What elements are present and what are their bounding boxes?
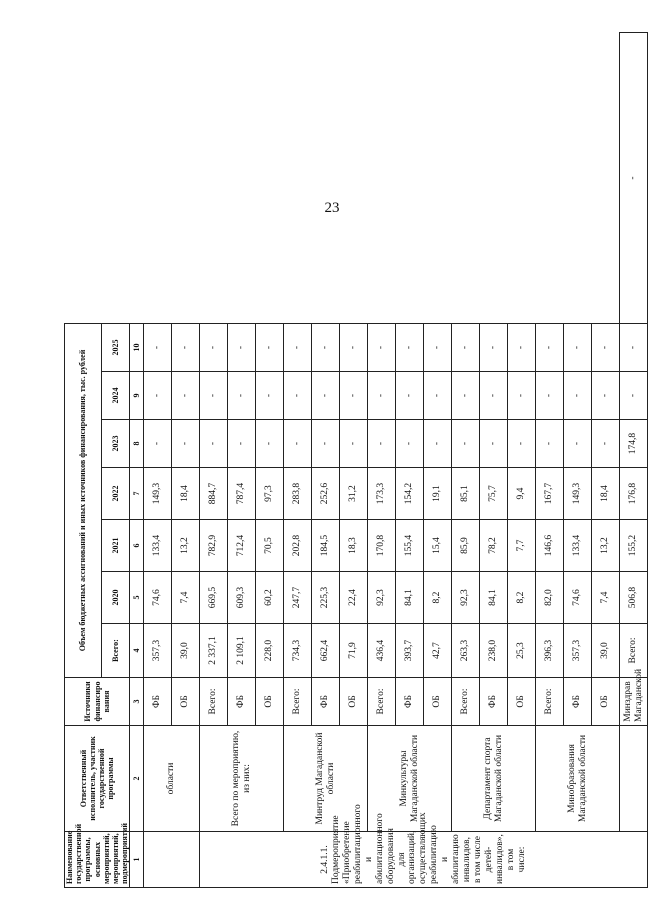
year-value-cell: 18,4: [592, 468, 620, 520]
year-value-cell: 85,9: [452, 520, 480, 572]
year-value-cell: 133,4: [564, 520, 592, 572]
year-value-cell: 13,2: [592, 520, 620, 572]
total-cell: 2 109,1: [228, 624, 256, 678]
total-cell: 42,7: [424, 624, 452, 678]
total-cell: 357,3: [564, 624, 592, 678]
year-value-cell: 7,4: [592, 572, 620, 624]
year-value-cell: -: [172, 420, 200, 468]
column-number: 10: [130, 323, 144, 371]
year-value-cell: 247,7: [284, 572, 312, 624]
year-value-cell: -: [452, 420, 480, 468]
year-value-cell: -: [592, 323, 620, 371]
source-cell: ФБ: [480, 678, 508, 726]
year-value-cell: -: [480, 323, 508, 371]
table-row: [368, 33, 396, 888]
year-value-cell: -: [172, 323, 200, 371]
year-value-cell: -: [284, 372, 312, 420]
source-cell: ОБ: [508, 678, 536, 726]
header-source: Источники финансиро вания: [65, 678, 130, 726]
total-cell: 436,4: [368, 624, 396, 678]
header-year: 2022: [101, 468, 130, 520]
header-total: Всего:: [101, 624, 130, 678]
year-value-cell: -: [508, 420, 536, 468]
year-value-cell: 70,5: [256, 520, 284, 572]
source-cell: ОБ: [592, 678, 620, 726]
year-value-cell: -: [452, 372, 480, 420]
header-year: 2023: [101, 420, 130, 468]
year-value-cell: 283,8: [284, 468, 312, 520]
year-value-cell: 18,4: [172, 468, 200, 520]
year-value-cell: -: [564, 420, 592, 468]
year-value-cell: 174,8: [620, 420, 648, 468]
year-value-cell: 609,3: [228, 572, 256, 624]
executor-cell: Всего по мероприятию, из них:: [200, 726, 284, 832]
source-cell: Всего:: [284, 678, 312, 726]
year-value-cell: -: [480, 420, 508, 468]
year-value-cell: -: [536, 323, 564, 371]
source-cell: Всего:: [200, 678, 228, 726]
total-cell: 662,4: [312, 624, 340, 678]
table-row: [452, 33, 480, 888]
table-row: [284, 33, 312, 888]
column-number: 2: [130, 726, 144, 832]
year-value-cell: -: [200, 323, 228, 371]
year-value-cell: -: [200, 420, 228, 468]
year-value-cell: 84,1: [480, 572, 508, 624]
year-value-cell: -: [256, 323, 284, 371]
year-value-cell: 92,3: [368, 572, 396, 624]
header-executor: Ответственный исполнитель, участник государственной программы: [65, 726, 130, 832]
source-cell: ОБ: [172, 678, 200, 726]
year-value-cell: -: [508, 323, 536, 371]
year-value-cell: -: [424, 323, 452, 371]
source-cell: ФБ: [564, 678, 592, 726]
year-value-cell: -: [424, 372, 452, 420]
total-cell: 2 337,1: [200, 624, 228, 678]
year-value-cell: 173,3: [368, 468, 396, 520]
year-value-cell: -: [620, 323, 648, 371]
empty-cell: [620, 726, 648, 832]
column-number: 9: [130, 372, 144, 420]
year-value-cell: -: [508, 372, 536, 420]
table-row: [620, 33, 648, 888]
funding-table: [64, 32, 648, 888]
table-row: [200, 33, 228, 888]
year-value-cell: 97,3: [256, 468, 284, 520]
year-value-cell: 75,7: [480, 468, 508, 520]
year-value-cell: 225,3: [312, 572, 340, 624]
year-value-cell: -: [396, 323, 424, 371]
source-cell: ФБ: [396, 678, 424, 726]
source-cell: ФБ: [228, 678, 256, 726]
year-value-cell: -: [452, 323, 480, 371]
year-value-cell: -: [340, 420, 368, 468]
column-number: 8: [130, 420, 144, 468]
year-value-cell: -: [368, 323, 396, 371]
year-value-cell: 22,4: [340, 572, 368, 624]
year-value-cell: -: [228, 420, 256, 468]
year-value-cell: 74,6: [144, 572, 172, 624]
year-value-cell: -: [368, 372, 396, 420]
year-value-cell: 19,1: [424, 468, 452, 520]
year-value-cell: 155,2: [620, 520, 648, 572]
header-funding-group: Объем бюджетных ассигнований и иных источников финансирования, тыс. рублей: [65, 323, 102, 677]
executor-cell: Минобразования Магаданской области: [536, 726, 620, 832]
total-cell: 506,8: [620, 572, 648, 624]
executor-cell: Минздрав Магаданской: [620, 678, 648, 726]
year-value-cell: -: [284, 323, 312, 371]
year-value-cell: -: [340, 372, 368, 420]
executor-cell: Минкультуры Магаданской области: [368, 726, 452, 832]
year-value-cell: -: [228, 372, 256, 420]
year-value-cell: 884,7: [200, 468, 228, 520]
subprogram-name: 2.4.1.1. Подмероприятие «Приобретение реабилитационного и абилитационного оборудования для организаций, осуществляющих реабилитацию и абилитацию инвалидов, в том числе детей-инвалидов», в том числе:: [200, 832, 648, 888]
source-cell: Всего:: [536, 678, 564, 726]
year-value-cell: -: [396, 420, 424, 468]
year-value-cell: 8,2: [508, 572, 536, 624]
source-cell: Всего:: [368, 678, 396, 726]
year-value-cell: 92,3: [452, 572, 480, 624]
year-value-cell: 74,6: [564, 572, 592, 624]
year-value-cell: -: [256, 420, 284, 468]
year-value-cell: -: [536, 372, 564, 420]
column-number: 7: [130, 468, 144, 520]
total-cell: 39,0: [172, 624, 200, 678]
year-value-cell: -: [592, 420, 620, 468]
year-value-cell: 7,7: [508, 520, 536, 572]
year-value-cell: -: [340, 323, 368, 371]
source-cell: ОБ: [424, 678, 452, 726]
year-value-cell: 18,3: [340, 520, 368, 572]
year-value-cell: 149,3: [144, 468, 172, 520]
year-value-cell: -: [312, 372, 340, 420]
column-number-row: [130, 33, 144, 888]
source-cell: ФБ: [144, 678, 172, 726]
year-value-cell: -: [480, 372, 508, 420]
executor-cell: Минтруд Магаданской области: [284, 726, 368, 832]
year-value-cell: 712,4: [228, 520, 256, 572]
table-row: [144, 33, 172, 888]
year-value-cell: 9,4: [508, 468, 536, 520]
year-value-cell: 133,4: [144, 520, 172, 572]
total-cell: 396,3: [536, 624, 564, 678]
header-year: 2025: [101, 323, 130, 371]
year-value-cell: -: [172, 372, 200, 420]
year-value-cell: -: [228, 323, 256, 371]
year-value-cell: 782,9: [200, 520, 228, 572]
total-cell: 393,7: [396, 624, 424, 678]
header-year: 2020: [101, 572, 130, 624]
column-number: 5: [130, 572, 144, 624]
year-value-cell: 78,2: [480, 520, 508, 572]
executor-cell: Департамент спорта Магаданской области: [452, 726, 536, 832]
executor-cell: области: [144, 726, 200, 832]
year-value-cell: 170,8: [368, 520, 396, 572]
column-number: 3: [130, 678, 144, 726]
year-value-cell: 155,4: [396, 520, 424, 572]
year-value-cell: -: [620, 33, 648, 324]
year-value-cell: -: [200, 372, 228, 420]
year-value-cell: -: [144, 323, 172, 371]
column-number: 6: [130, 520, 144, 572]
source-cell: Всего:: [452, 678, 480, 726]
header-year: 2024: [101, 372, 130, 420]
total-cell: 357,3: [144, 624, 172, 678]
year-value-cell: -: [312, 323, 340, 371]
year-value-cell: 31,2: [340, 468, 368, 520]
year-value-cell: -: [536, 420, 564, 468]
year-value-cell: 167,7: [536, 468, 564, 520]
source-cell: ОБ: [256, 678, 284, 726]
year-value-cell: 149,3: [564, 468, 592, 520]
year-value-cell: 146,6: [536, 520, 564, 572]
total-cell: 263,3: [452, 624, 480, 678]
year-value-cell: 202,8: [284, 520, 312, 572]
year-value-cell: 15,4: [424, 520, 452, 572]
total-cell: 39,0: [592, 624, 620, 678]
year-value-cell: -: [144, 372, 172, 420]
year-value-cell: -: [144, 420, 172, 468]
year-value-cell: 85,1: [452, 468, 480, 520]
source-cell: ОБ: [340, 678, 368, 726]
year-value-cell: -: [396, 372, 424, 420]
rotated-table-wrapper: [64, 32, 644, 888]
year-value-cell: 154,2: [396, 468, 424, 520]
year-value-cell: 60,2: [256, 572, 284, 624]
column-number: 1: [130, 832, 144, 888]
total-cell: 71,9: [340, 624, 368, 678]
year-value-cell: -: [592, 372, 620, 420]
year-value-cell: -: [564, 323, 592, 371]
empty-cell: [144, 832, 200, 888]
year-value-cell: -: [368, 420, 396, 468]
year-value-cell: -: [312, 420, 340, 468]
year-value-cell: -: [620, 372, 648, 420]
year-value-cell: 7,4: [172, 572, 200, 624]
page-number: 23: [324, 200, 340, 216]
column-number: 4: [130, 624, 144, 678]
year-value-cell: 252,6: [312, 468, 340, 520]
year-value-cell: 8,2: [424, 572, 452, 624]
total-cell: 228,0: [256, 624, 284, 678]
year-value-cell: 176,8: [620, 468, 648, 520]
source-cell: ФБ: [312, 678, 340, 726]
year-value-cell: 13,2: [172, 520, 200, 572]
source-cell: Всего:: [620, 624, 648, 678]
year-value-cell: 669,5: [200, 572, 228, 624]
year-value-cell: -: [256, 372, 284, 420]
total-cell: 25,3: [508, 624, 536, 678]
header-year: 2021: [101, 520, 130, 572]
table-row: [536, 33, 564, 888]
year-value-cell: -: [424, 420, 452, 468]
header-name: Наименование государственной программы, основных мероприятий, мероприятий, подмероприятий: [65, 832, 130, 888]
total-cell: 734,3: [284, 624, 312, 678]
year-value-cell: 82,0: [536, 572, 564, 624]
year-value-cell: -: [284, 420, 312, 468]
year-value-cell: 787,4: [228, 468, 256, 520]
year-value-cell: 84,1: [396, 572, 424, 624]
total-cell: 238,0: [480, 624, 508, 678]
year-value-cell: 184,5: [312, 520, 340, 572]
year-value-cell: -: [564, 372, 592, 420]
